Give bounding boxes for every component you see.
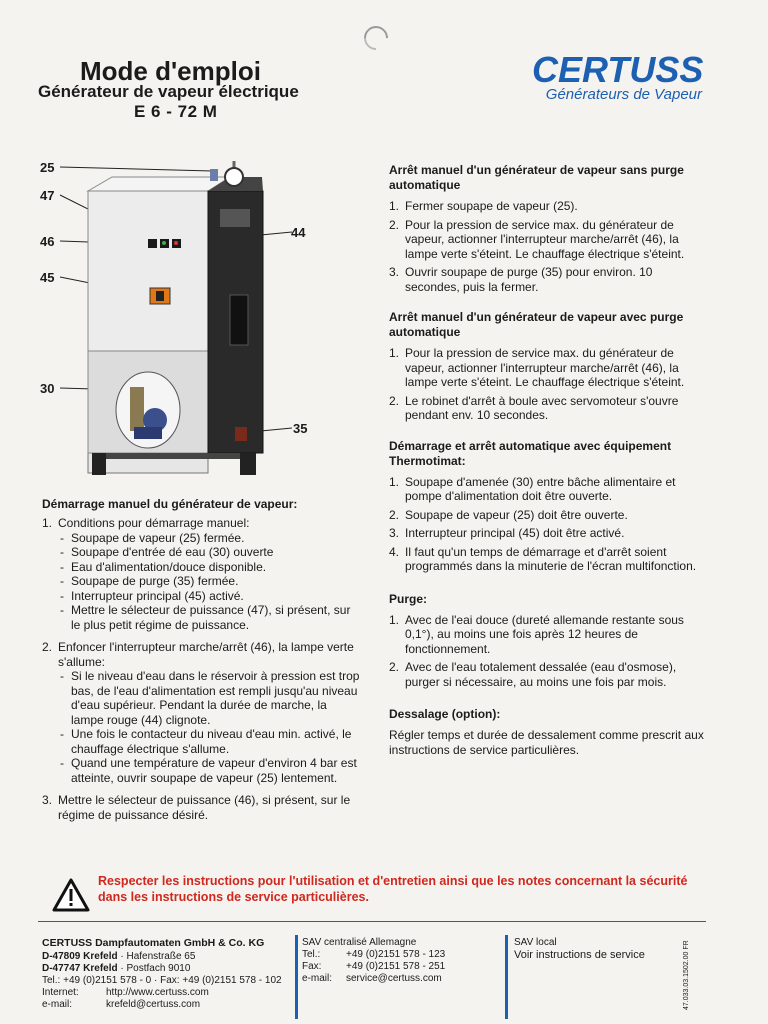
list-item [42,516,360,632]
sav-tel-line [302,949,492,961]
address-1-city: D-47809 Krefeld [42,951,118,962]
item-text: Soupape d'amenée (30) entre bâche alimentaire et pompe d'alimentation doit être ouverte. [405,474,676,503]
callout-46: 46 [40,234,55,249]
model-number: E 6 - 72 M [134,102,218,121]
sav-fax-line [302,961,492,973]
sub-item: - Mettre le sélecteur de puissance (47), si présent, sur le plus petit régime de puissance. [58,603,360,632]
callout-25: 25 [40,160,55,175]
list-item [389,660,707,689]
list-item [389,265,707,294]
item-number: 2. [42,640,53,654]
sav-fax-label: Fax: [302,961,322,972]
desalting-text: Régler temps et durée de dessalement comme prescrit aux instructions de service particulières. [389,728,704,757]
document-code: 47.033.03.1502.00 FR [683,940,690,1010]
address-line-1 [42,951,292,963]
address-line-2 [42,963,292,975]
sav-tel-label: Tel.: [302,949,321,960]
sav-title: SAV centralisé Allemagne [302,937,417,948]
email-line [42,999,292,1011]
sav-tel: +49 (0)2151 578 - 123 [346,949,446,960]
desalting-heading: Dessalage (option): [389,707,501,721]
item-number: 2. [389,217,400,232]
item-number: 1. [389,612,400,627]
sub-item: - Eau d'alimentation/douce disponible. [58,560,360,575]
manual-start-heading: Démarrage manuel du générateur de vapeur: [42,497,298,511]
sub-item: - Soupape de purge (35) fermée. [58,574,360,589]
item-number: 1. [389,474,400,489]
stop-no-purge-heading: Arrêt manuel d'un générateur de vapeur sans purge automatique [389,163,684,192]
item-number: 1. [389,199,400,213]
sub-item: - Soupape d'entrée dé eau (30) ouverte [58,545,360,560]
company-name: CERTUSS Dampfautomaten GmbH & Co. KG [42,937,265,949]
brand-name: CERTUSS [532,49,704,90]
list-item [389,545,707,574]
desalting-section [389,707,707,757]
stop-with-purge-section [389,310,707,423]
footer-blue-bar [295,935,298,1019]
list-item [389,508,707,523]
item-text: Enfoncer l'interrupteur marche/arrêt (46), la lampe verte s'allume: [58,640,354,669]
sub-item: - Interrupteur principal (45) activé. [58,589,360,604]
item-number: 1. [42,516,53,530]
sav-email-link[interactable]: service@certuss.com [346,973,442,984]
manual-start-section [42,497,360,826]
sub-item: - Si le niveau d'eau dans le réservoir à pression est trop bas, de l'eau d'alimentation est rempli jusqu'au niveau d'eau supérieur. Pendant la durée de marche, la lampe rouge (44) clignote. [58,669,360,727]
warning-icon [52,878,90,912]
email-label: e-mail: [42,999,73,1010]
stop-no-purge-section [389,163,707,294]
item-text: Il faut qu'un temps de démarrage et d'arrêt soient programmés dans la minuterie de l'écran multifonction. [405,544,697,573]
brand-tagline: Générateurs de Vapeur [545,86,702,103]
address-2-city: D-47747 Krefeld [42,963,118,974]
list-item [389,613,707,657]
safety-warning-text: Respecter les instructions pour l'utilisation et d'entretien ainsi que les notes concernant la sécurité dans les instructions de service particulières. [98,874,688,904]
sub-item: - Soupape de vapeur (25) fermée. [58,531,360,546]
purge-section [389,592,707,690]
stop-with-purge-heading: Arrêt manuel d'un générateur de vapeur avec purge automatique [389,310,684,339]
punch-hole-mark [359,21,393,55]
local-sav-title: SAV local [514,937,557,948]
footer-local-service-block [514,937,674,961]
page-subtitle: Générateur de vapeur électrique [38,82,299,101]
item-number: 3. [42,793,53,807]
address-2-postbox: · Postfach 9010 [117,963,191,974]
page-title: Mode d'emploi [80,56,261,86]
item-text: Interrupteur principal (45) doit être activé. [405,526,625,540]
internet-label: Internet: [42,987,79,998]
sub-item: - Une fois le contacteur du niveau d'eau min. activé, le chauffage électrique s'allume. [58,727,360,756]
callout-30: 30 [40,381,55,396]
list-item [389,526,707,541]
item-number: 3. [389,265,400,279]
callout-35: 35 [293,421,308,436]
item-text: Avec de l'eau totalement dessalée (eau d'osmose), purger si nécessaire, au moins une fois par mois. [405,660,677,689]
list-item [389,346,707,390]
item-text: Ouvrir soupape de purge (35) pour environ. 10 secondes, puis la fermer. [405,265,653,294]
item-text: Mettre le sélecteur de puissance (46), si présent, sur le régime de puissance désiré. [58,793,351,822]
thermotimat-heading: Démarrage et arrêt automatique avec équipement Thermotimat: [389,438,672,468]
item-text: Avec de l'eai douce (dureté allemande restante sous 0,1°), au moins une fois après 12 heures de fonctionnement. [405,612,684,656]
item-text: Le robinet d'arrêt à boule avec servomoteur s'ouvre pendant env. 10 secondes. [405,393,679,422]
callout-47: 47 [40,188,55,203]
item-number: 2. [389,660,400,674]
certuss-logo [532,49,704,103]
item-text: Fermer soupape de vapeur (25). [405,199,578,213]
item-number: 4. [389,544,400,559]
footer-divider [38,921,706,922]
footer-company-block [42,937,292,1011]
list-item [42,640,360,785]
phone-fax: Tel.: +49 (0)2151 578 - 0 · Fax: +49 (0)2151 578 - 102 [42,975,282,986]
item-number: 2. [389,507,400,522]
item-text: Pour la pression de service max. du générateur de vapeur, actionner l'interrupteur marche/arrêt (46), la lampe verte s'éteint. Le chauffage électrique s'éteint. [405,217,685,261]
footer-blue-bar [505,935,508,1019]
email-link[interactable]: krefeld@certuss.com [106,999,201,1010]
list-item [389,218,707,262]
sav-fax: +49 (0)2151 578 - 251 [346,961,446,972]
item-number: 1. [389,346,400,360]
footer-service-block [302,937,492,985]
right-column [389,163,707,757]
item-text: Conditions pour démarrage manuel: [58,516,250,530]
internet-line [42,987,292,999]
item-number: 2. [389,393,400,408]
steam-generator-illustration [30,155,330,485]
list-item [389,394,707,423]
item-text: Soupape de vapeur (25) doit être ouverte. [405,507,628,522]
list-item [389,475,707,504]
list-item [389,199,707,214]
website-link[interactable]: http://www.certuss.com [106,987,209,998]
callout-45: 45 [40,270,55,285]
item-text: Pour la pression de service max. du générateur de vapeur, actionner l'interrupteur marche/arrêt (46), la lampe verte s'éteint. Le chauffage électrique s'éteint. [405,346,685,389]
item-number: 3. [389,526,400,540]
callout-44: 44 [291,225,306,240]
address-1-street: · Hafenstraße 65 [117,951,196,962]
thermotimat-section [389,439,707,574]
sav-email-line [302,973,492,985]
sub-item: - Quand une température de vapeur d'environ 4 bar est atteinte, ouvrir soupape de vapeur (25) lentement. [58,756,360,785]
list-item [42,793,360,822]
local-sav-text: Voir instructions de service [514,949,645,961]
sav-email-label: e-mail: [302,973,333,984]
purge-heading: Purge: [389,591,428,606]
